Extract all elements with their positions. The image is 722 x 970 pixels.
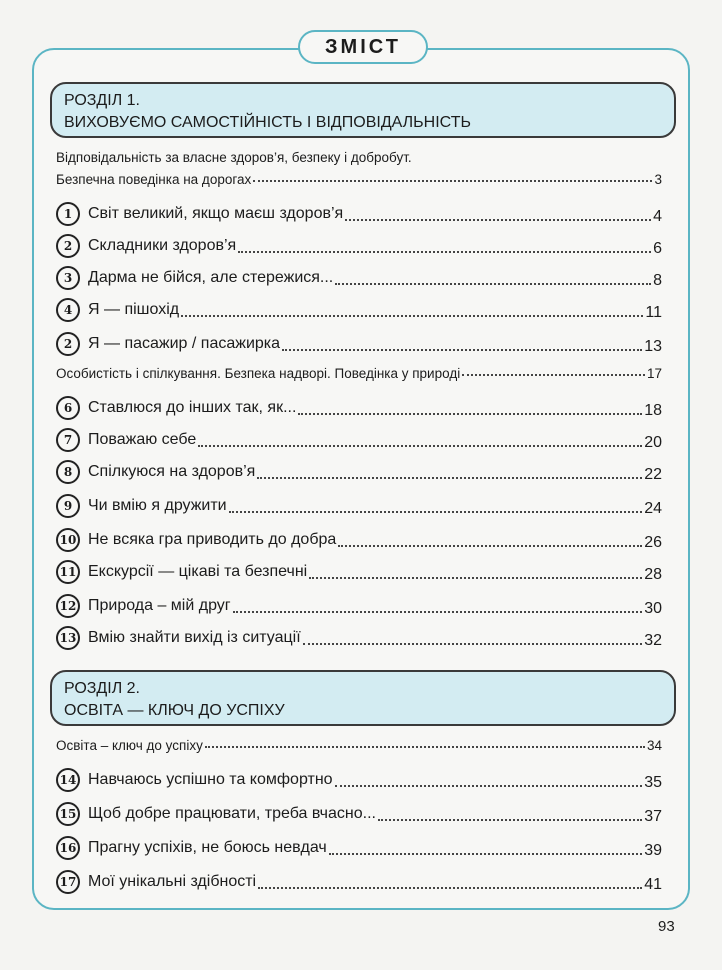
toc-entry-label: Природа – мій друг (88, 597, 231, 615)
dot-leader (298, 413, 642, 415)
toc-entry-page: 37 (644, 808, 662, 825)
dot-leader (329, 853, 643, 855)
toc-entry-label: Освіта – ключ до успіху (56, 738, 203, 753)
toc-entry-page: 22 (644, 466, 662, 483)
toc-entry-label: Я — пасажир / пасажирка (88, 335, 281, 353)
toc-entry-label: Не всяка гра приводить до добра (88, 531, 337, 549)
dot-leader (257, 477, 642, 479)
toc-entry-label: Вмію знайти вихід із ситуації (88, 629, 301, 647)
toc-entry-label: Світ великий, якщо маєш здоров’я (88, 205, 344, 223)
toc-entry-page: 35 (644, 774, 662, 791)
toc-entry-page: 4 (653, 208, 662, 225)
toc-entry[interactable] (56, 366, 662, 381)
dot-leader (253, 180, 652, 182)
toc-entry-page: 24 (644, 500, 662, 517)
dot-leader (238, 251, 651, 253)
dot-leader (198, 445, 642, 447)
dot-leader (345, 219, 651, 221)
lesson-number-badge: 6 (56, 396, 80, 420)
page-title: ЗМІСТ (298, 30, 428, 64)
lesson-number-badge: 4 (56, 298, 80, 322)
toc-entry[interactable] (56, 460, 662, 484)
toc-entry-page: 34 (646, 738, 662, 753)
toc-entry[interactable] (56, 298, 662, 322)
toc-entry-page: 28 (644, 566, 662, 583)
lesson-number-badge: 10 (56, 528, 80, 552)
section-1-title: ВИХОВУЄМО САМОСТІЙНІСТЬ І ВІДПОВІДАЛЬНІСТЬ (64, 114, 471, 131)
lesson-number-badge: 16 (56, 836, 80, 860)
toc-entry[interactable] (56, 738, 662, 753)
toc-entry[interactable] (56, 428, 662, 452)
toc-entry-label: Я — пішохід (88, 301, 180, 319)
lesson-number-badge: 15 (56, 802, 80, 826)
toc-entry-label: Безпечна поведінка на дорогах (56, 172, 252, 187)
toc-entry-label: Поважаю себе (88, 431, 197, 449)
dot-leader (335, 785, 643, 787)
toc-entry[interactable] (56, 266, 662, 290)
toc-entry-label: Чи вмію я дружити (88, 497, 227, 515)
lesson-number-badge: 11 (56, 560, 80, 584)
toc-entry-label: Мої унікальні здібності (88, 873, 257, 891)
toc-entry[interactable] (56, 594, 662, 618)
dot-leader (335, 283, 651, 285)
dot-leader (462, 374, 645, 376)
toc-entry[interactable] (56, 560, 662, 584)
dot-leader (205, 746, 645, 748)
toc-subsection-line (56, 150, 662, 165)
toc-entry[interactable] (56, 870, 662, 894)
lesson-number-badge: 8 (56, 460, 80, 484)
toc-entry[interactable] (56, 332, 662, 356)
toc-entry[interactable] (56, 396, 662, 420)
toc-entry-label: Щоб добре працювати, треба вчасно... (88, 805, 376, 823)
lesson-number-badge: 13 (56, 626, 80, 650)
lesson-number-badge: 2 (56, 234, 80, 258)
dot-leader (282, 349, 642, 351)
toc-entry[interactable] (56, 172, 662, 187)
toc-entry-page: 17 (646, 366, 662, 381)
toc-entry-page: 3 (654, 172, 662, 187)
lesson-number-badge: 9 (56, 494, 80, 518)
toc-entry[interactable] (56, 528, 662, 552)
dot-leader (378, 819, 642, 821)
toc-entry-page: 6 (653, 240, 662, 257)
lesson-number-badge: 1 (56, 202, 80, 226)
lesson-number-badge: 12 (56, 594, 80, 618)
toc-entry-page: 20 (644, 434, 662, 451)
toc-entry-page: 18 (644, 402, 662, 419)
section-2-number: РОЗДІЛ 2. (64, 680, 140, 697)
toc-entry[interactable] (56, 202, 662, 226)
dot-leader (229, 511, 643, 513)
lesson-number-badge: 2 (56, 332, 80, 356)
toc-entry-label: Спілкуюся на здоров’я (88, 463, 256, 481)
dot-leader (303, 643, 643, 645)
section-1-number: РОЗДІЛ 1. (64, 92, 140, 109)
toc-entry[interactable] (56, 802, 662, 826)
lesson-number-badge: 17 (56, 870, 80, 894)
toc-entry-page: 26 (644, 534, 662, 551)
section-1-header (50, 82, 676, 138)
lesson-number-badge: 14 (56, 768, 80, 792)
toc-entry[interactable] (56, 836, 662, 860)
section-2-header (50, 670, 676, 726)
toc-entry[interactable] (56, 626, 662, 650)
dot-leader (258, 887, 642, 889)
dot-leader (233, 611, 643, 613)
toc-entry-page: 13 (644, 338, 662, 355)
section-2-title: ОСВІТА — КЛЮЧ ДО УСПІХУ (64, 702, 285, 719)
toc-entry-label: Навчаюсь успішно та комфортно (88, 771, 333, 789)
toc-entry-label: Екскурсії — цікаві та безпечні (88, 563, 308, 581)
toc-entry-label: Ставлюся до інших так, як... (88, 399, 297, 417)
toc-entry-page: 30 (644, 600, 662, 617)
toc-entry-page: 8 (653, 272, 662, 289)
toc-entry[interactable] (56, 494, 662, 518)
page-number: 93 (658, 918, 675, 935)
dot-leader (309, 577, 642, 579)
toc-entry-page: 32 (644, 632, 662, 649)
toc-entry[interactable] (56, 768, 662, 792)
toc-entry-label: Дарма не бійся, але стережися... (88, 269, 334, 287)
toc-entry-label: Особистість і спілкування. Безпека надворі. Поведінка у природі (56, 366, 461, 381)
toc-entry-label: Прагну успіхів, не боюсь невдач (88, 839, 327, 857)
toc-entry-page: 41 (644, 876, 662, 893)
lesson-number-badge: 3 (56, 266, 80, 290)
lesson-number-badge: 7 (56, 428, 80, 452)
toc-entry[interactable] (56, 234, 662, 258)
toc-entry-label: Складники здоров’я (88, 237, 237, 255)
toc-entry-label: Відповідальність за власне здоров’я, безпеку і добробут. (56, 150, 412, 165)
dot-leader (181, 315, 643, 317)
toc-entry-page: 11 (645, 304, 662, 321)
dot-leader (338, 545, 642, 547)
toc-entry-page: 39 (644, 842, 662, 859)
